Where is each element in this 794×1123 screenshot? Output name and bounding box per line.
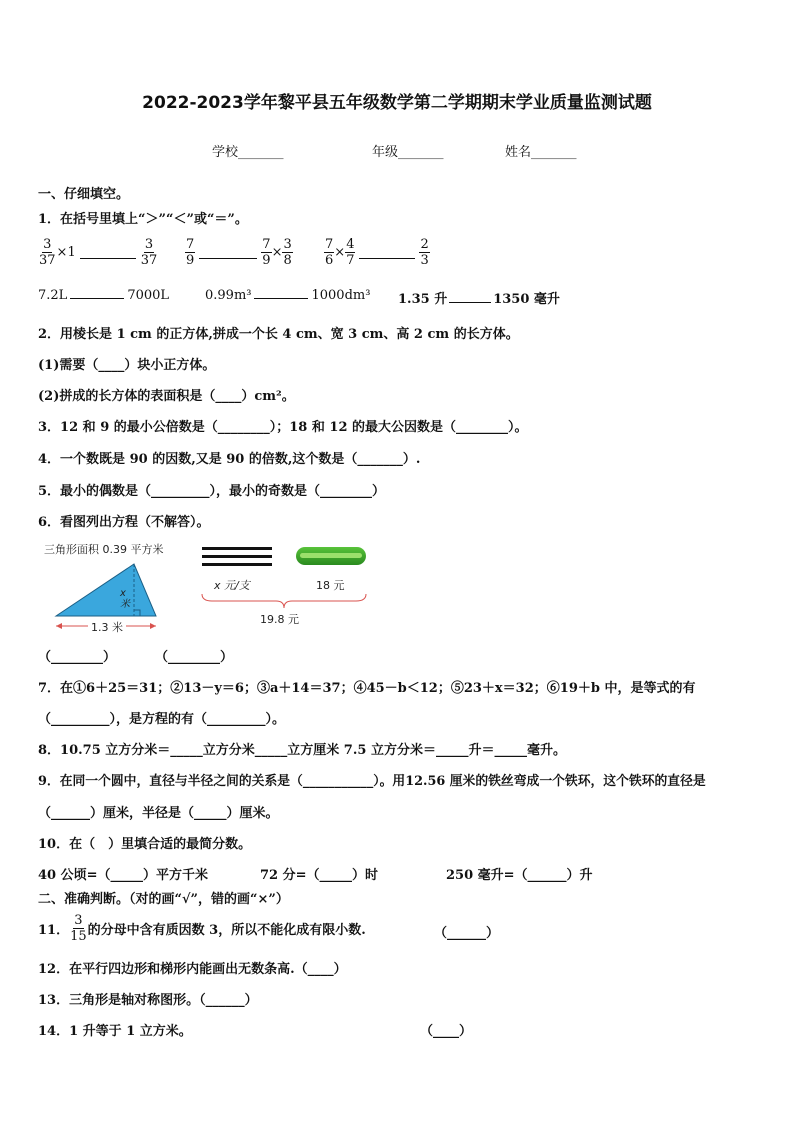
times-sign: × xyxy=(334,244,346,260)
fraction: $\frac{7}{9}$ xyxy=(262,236,271,268)
fraction: $\frac{7}{6}$ xyxy=(325,236,334,268)
question-7-line-1: 7．在①6＋25＝31；②13－y＝6；③a＋14＝37；④45－b＜12；⑤23＋x＝32；⑥19＋b 中，是等式的有 xyxy=(38,681,696,696)
fraction: $\frac{3}{8}$ xyxy=(283,236,292,268)
question-14: 14．1 升等于 1 立方米。 xyxy=(38,1024,192,1039)
answer-blank[interactable] xyxy=(80,246,136,259)
fraction: $\frac{3}{15}$ xyxy=(70,912,87,944)
q1-unit-compare-2 xyxy=(205,288,370,303)
answer-blank[interactable] xyxy=(359,246,415,259)
q1-unit-compare-3 xyxy=(398,288,560,307)
q1-compare-2 xyxy=(185,232,293,272)
question-6: 6．看图列出方程（不解答）。 xyxy=(38,515,210,530)
question-6-answer-2: （________） xyxy=(155,650,234,665)
value: 0.99m³ xyxy=(205,288,252,303)
school-field: 学校_______ xyxy=(212,145,284,160)
question-11-answer: （______） xyxy=(434,926,500,941)
fraction: $\frac{3}{37}$ xyxy=(39,236,56,268)
question-11 xyxy=(38,908,366,948)
pen-price-label: x 元/支 xyxy=(214,579,250,592)
question-2-part-1: (1)需要（____）块小正方体。 xyxy=(38,358,216,373)
value: 1.35 升 xyxy=(398,292,448,307)
section-1-heading: 一、仔细填空。 xyxy=(38,187,130,202)
question-4: 4．一个数既是 90 的因数,又是 90 的倍数,这个数是（_______）. xyxy=(38,452,421,467)
question-10-a: 40 公顷=（_____）平方千米 xyxy=(38,868,209,883)
section-2-heading: 二、准确判断。（对的画“√”，错的画“×”） xyxy=(38,892,289,907)
question-9-line-1: 9．在同一个圆中，直径与半径之间的关系是（___________）。用12.56 厘米的铁丝弯成一个铁环，这个铁环的直径是 xyxy=(38,774,706,789)
answer-blank[interactable] xyxy=(254,298,308,299)
triangle-base-label: 1.3 米 xyxy=(88,619,126,635)
question-1: 1．在括号里填上“＞”“＜”或“＝”。 xyxy=(38,212,248,227)
pencil-box-highlight xyxy=(300,553,362,558)
question-6-answer-1: （________） xyxy=(38,650,117,665)
pen-icon xyxy=(198,545,278,569)
question-3: 3．12 和 9 的最小公倍数是（________）；18 和 12 的最大公因数是（________）。 xyxy=(38,420,528,435)
value: 7.2L xyxy=(38,288,68,303)
question-13: 13．三角形是轴对称图形。（______） xyxy=(38,993,258,1008)
times-sign: × xyxy=(271,244,283,260)
triangle-caption: 三角形面积 0.39 平方米 xyxy=(44,543,164,556)
question-12: 12．在平行四边形和梯形内能画出无数条高.（____） xyxy=(38,962,347,977)
question-text: 的分母中含有质因数 3，所以不能化成有限小数. xyxy=(87,922,366,938)
question-number: 11． xyxy=(38,922,70,938)
question-9-line-2: （______）厘米，半径是（_____）厘米。 xyxy=(38,806,279,821)
question-14-answer: （____） xyxy=(420,1024,473,1039)
box-price-label: 18 元 xyxy=(316,579,345,592)
fraction: $\frac{4}{7}$ xyxy=(346,236,355,268)
fraction: $\frac{7}{9}$ xyxy=(186,236,195,268)
times-one: ×1 xyxy=(56,244,76,260)
question-2: 2．用棱长是 1 cm 的正方体,拼成一个长 4 cm、宽 3 cm、高 2 cm 的长方体。 xyxy=(38,327,519,342)
question-8: 8．10.75 立方分米＝_____立方分米_____立方厘米 7.5 立方分米＝_____升＝_____毫升。 xyxy=(38,743,566,758)
triangle-height-label: x米 xyxy=(120,588,130,610)
question-10: 10．在（ ）里填合适的最简分数。 xyxy=(38,837,252,852)
q1-unit-compare-1 xyxy=(38,288,169,303)
answer-blank[interactable] xyxy=(70,298,124,299)
question-10-c: 250 毫升=（______）升 xyxy=(446,868,593,883)
total-price-label: 19.8 元 xyxy=(260,613,299,626)
value: 1000dm³ xyxy=(311,288,371,303)
q1-compare-3 xyxy=(324,232,430,272)
answer-blank[interactable] xyxy=(449,302,491,303)
fraction: $\frac{2}{3}$ xyxy=(420,236,429,268)
value: 1350 毫升 xyxy=(493,292,560,307)
grade-field: 年级_______ xyxy=(372,145,444,160)
question-2-part-2: (2)拼成的长方体的表面积是（____）cm²。 xyxy=(38,389,295,404)
fraction: $\frac{3}{37}$ xyxy=(140,236,158,268)
question-10-b: 72 分=（_____）时 xyxy=(260,868,379,883)
value: 7000L xyxy=(127,288,170,303)
name-field: 姓名_______ xyxy=(505,145,577,160)
page-title: 2022-2023学年黎平县五年级数学第二学期期末学业质量监测试题 xyxy=(142,93,652,113)
answer-blank[interactable] xyxy=(199,246,257,259)
question-7-line-2: （_________），是方程的有（_________）。 xyxy=(38,712,286,727)
q1-compare-1 xyxy=(38,232,158,272)
question-5: 5．最小的偶数是（_________），最小的奇数是（________） xyxy=(38,484,386,499)
pencil-box-icon xyxy=(296,547,366,565)
total-brace xyxy=(200,592,370,610)
